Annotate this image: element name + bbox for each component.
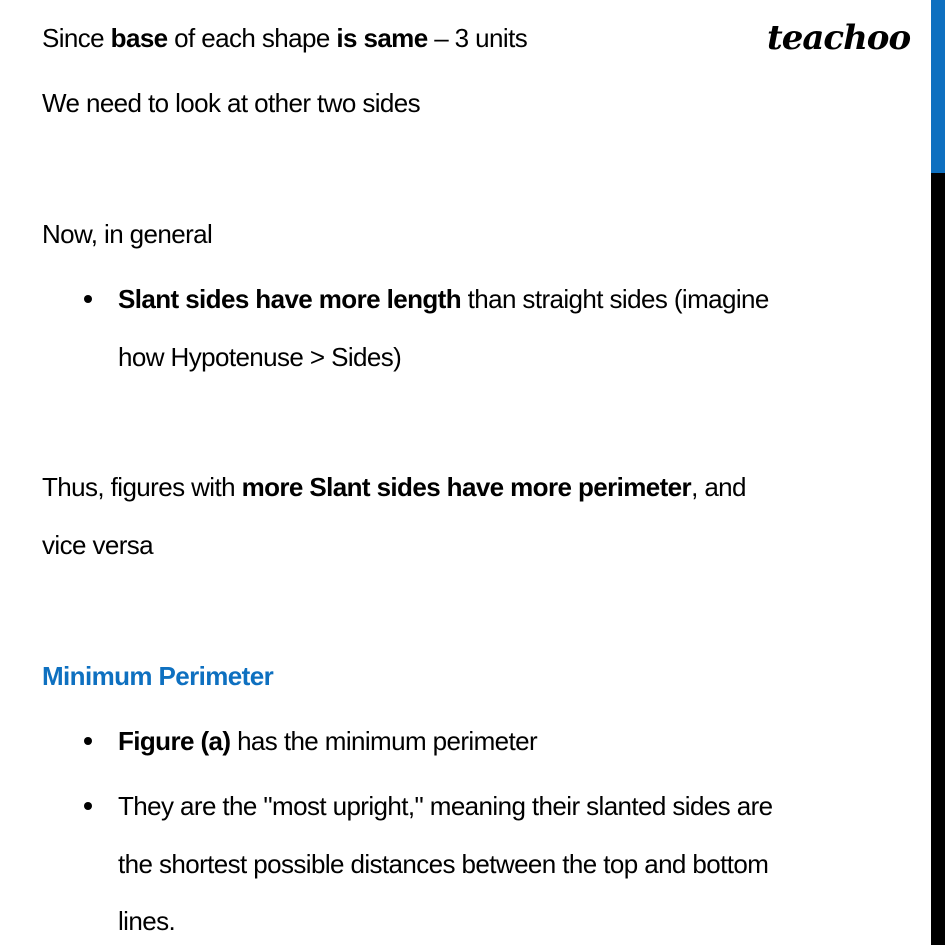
text: Since xyxy=(42,23,111,53)
teachoo-logo: teachoo xyxy=(767,18,911,58)
bullet-icon xyxy=(84,802,92,810)
text: has the minimum perimeter xyxy=(230,726,538,756)
general-bullet-1-cont: how Hypotenuse > Sides) xyxy=(118,342,402,372)
section-heading-minimum-perimeter: Minimum Perimeter xyxy=(42,661,274,691)
general-bullet-1 xyxy=(118,284,769,314)
bullet-icon xyxy=(84,295,92,303)
minimum-bullet-2-line-1: They are the "most upright," meaning their slanted sides are xyxy=(118,791,773,821)
text: – 3 units xyxy=(427,23,528,53)
general-lead: Now, in general xyxy=(42,219,213,249)
minimum-bullet-2-line-2: the shortest possible distances between the top and bottom xyxy=(118,849,769,879)
bold-text: is same xyxy=(336,23,428,53)
text: , and xyxy=(691,472,746,502)
text: of each shape xyxy=(167,23,337,53)
minimum-bullet-1 xyxy=(118,726,537,756)
scroll-thumb[interactable] xyxy=(931,0,945,173)
minimum-bullet-2-line-3: lines. xyxy=(118,906,176,936)
bold-text: Slant sides have more length xyxy=(118,284,461,314)
bold-text: base xyxy=(110,23,168,53)
side-scroll-bar[interactable] xyxy=(931,0,945,945)
intro-line-1 xyxy=(42,23,527,53)
bold-text: Figure (a) xyxy=(118,726,231,756)
bullet-icon xyxy=(84,737,92,745)
conclusion-line-1 xyxy=(42,472,746,502)
bold-text: more Slant sides have more perimeter xyxy=(241,472,692,502)
intro-line-2: We need to look at other two sides xyxy=(42,88,421,118)
conclusion-line-2: vice versa xyxy=(42,530,154,560)
text: Thus, figures with xyxy=(42,472,242,502)
text: than straight sides (imagine xyxy=(460,284,769,314)
